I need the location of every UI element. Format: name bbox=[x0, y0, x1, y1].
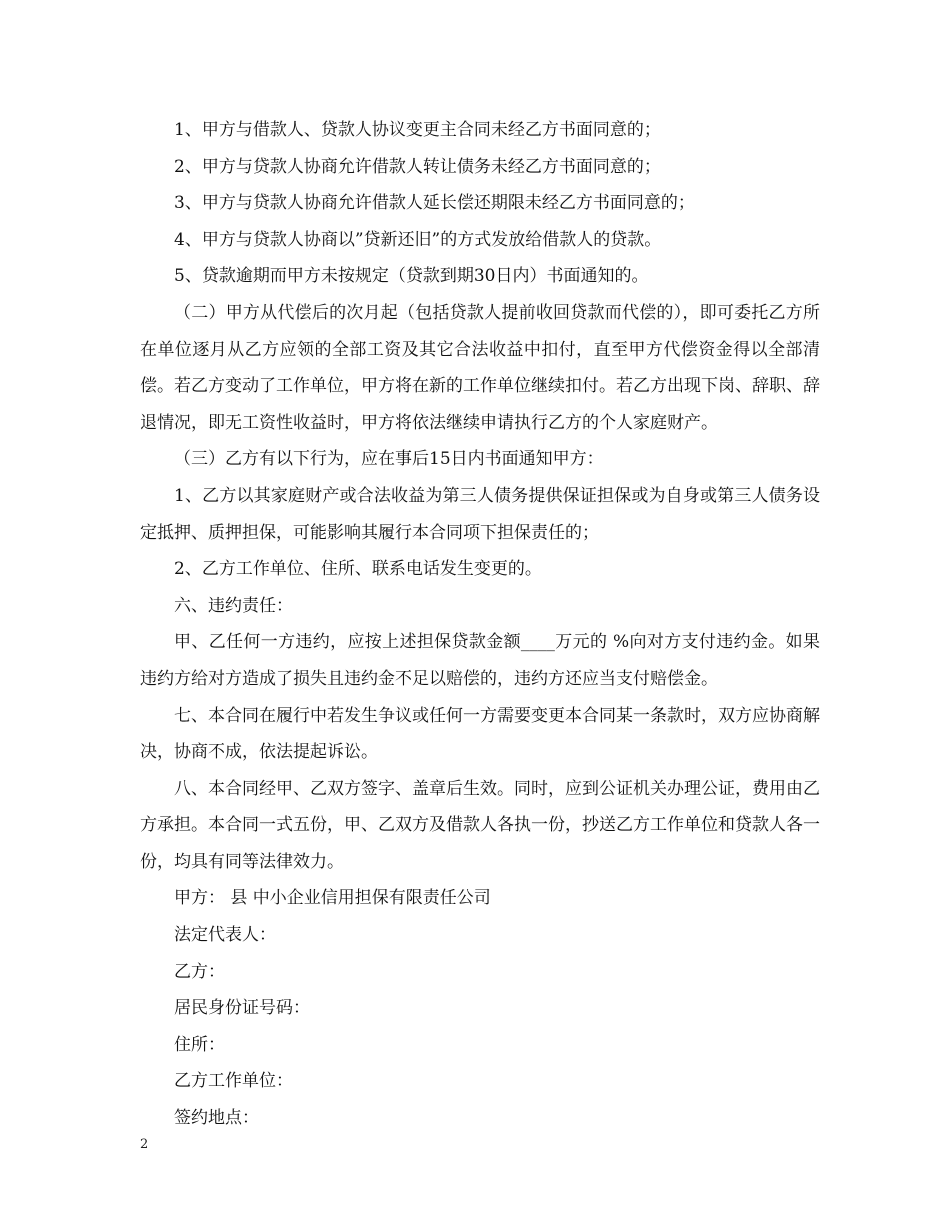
section-two-paragraph: （二）甲方从代偿后的次月起（包括贷款人提前收回贷款而代偿的），即可委托乙方所在单位逐月从乙方应领的全部工资及其它合法收益中扣付，直至甲方代偿资金得以全部清偿。若乙方变动了工作单位，甲方将在新的工作单位继续扣付。若乙方出现下岗、辞职、辞退情况，即无工资性收益时，甲方将依法继续申请执行乙方的个人家庭财产。 bbox=[140, 302, 820, 433]
clause-4: 4、甲方与贷款人协商以”贷新还旧”的方式发放给借款人的贷款。 bbox=[174, 229, 662, 250]
signature-block bbox=[140, 880, 820, 1136]
section-three-heading: （三）乙方有以下行为，应在事后15日内书面通知甲方： bbox=[174, 449, 604, 470]
party-a-line: 甲方： 县 中小企业信用担保有限责任公司 bbox=[174, 888, 491, 909]
clause-2: 2、甲方与贷款人协商允许借款人转让债务未经乙方书面同意的； bbox=[174, 156, 661, 177]
party-b-line: 乙方： bbox=[174, 961, 225, 982]
legal-representative-line: 法定代表人： bbox=[174, 925, 276, 946]
clause-1: 1、甲方与借款人、贷款人协议变更主合同未经乙方书面同意的； bbox=[174, 120, 661, 140]
breach-heading: 六、违约责任： bbox=[174, 595, 293, 616]
signing-location-line: 签约地点： bbox=[174, 1108, 259, 1129]
clause-5: 5、贷款逾期而甲方未按规定（贷款到期30日内）书面通知的。 bbox=[174, 266, 649, 287]
section-three-item-1: 1、乙方以其家庭财产或合法收益为第三人债务提供保证担保或为自身或第三人债务设定抵押、质押担保，可能影响其履行本合同项下担保责任的； bbox=[140, 485, 820, 543]
address-line: 住所： bbox=[174, 1034, 225, 1055]
page-number: 2 bbox=[140, 1137, 149, 1152]
effectiveness-paragraph: 八、本合同经甲、乙双方签字、盖章后生效。同时，应到公证机关办理公证，费用由乙方承担。本合同一式五份，甲、乙双方及借款人各执一份，抄送乙方工作单位和贷款人各一份，均具有同等法律效力。 bbox=[140, 778, 820, 872]
id-number-line: 居民身份证号码： bbox=[174, 998, 310, 1019]
contract-body bbox=[140, 112, 820, 1137]
workplace-line: 乙方工作单位： bbox=[174, 1071, 293, 1092]
clause-3: 3、甲方与贷款人协商允许借款人延长偿还期限未经乙方书面同意的； bbox=[174, 193, 695, 214]
section-three-item-2: 2、乙方工作单位、住所、联系电话发生变更的。 bbox=[174, 559, 542, 580]
dispute-paragraph: 七、本合同在履行中若发生争议或任何一方需要变更本合同某一条款时，双方应协商解决，协商不成，依法提起诉讼。 bbox=[140, 705, 820, 763]
breach-paragraph: 甲、乙任何一方违约，应按上述担保贷款金额____万元的 %向对方支付违约金。如果违约方给对方造成了损失且违约金不足以赔偿的，违约方还应当支付赔偿金。 bbox=[140, 632, 820, 689]
